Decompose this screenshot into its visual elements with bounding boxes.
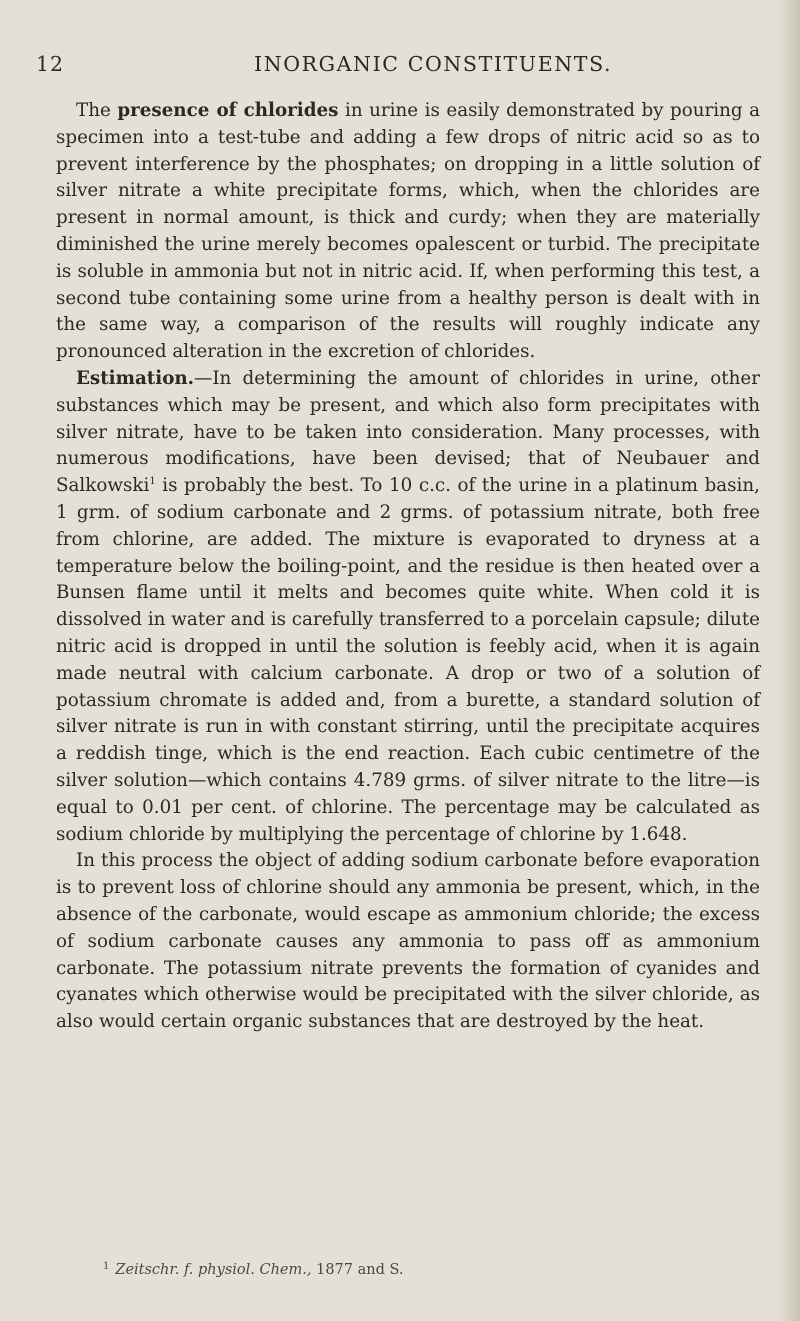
paragraph2-text-a: —In determining the amount of chlorides in urine, other substances which may be present, and which also form precipitates with silver nitrate, have to be taken into consideration. Many processes, with numerous modifications, have been devised; that of Neubauer and Salkowski [56,367,760,497]
page-header [36,52,766,82]
paragraph2-text-b: is probably the best. To 10 c.c. of the urine in a platinum basin, 1 grm. of sodium carbonate and 2 grms. of potassium nitrate, both free from chlorine, are added. The mixture is evaporated to dryness at a temperature below the boiling-point, and the residue is then heated over a Bunsen flame until it melts and becomes quite white. When cold it is dissolved in water and is carefully transferred to a porcelain capsule; dilute nitric acid is dropped in until the solution is feebly acid, when it is again made neutral with calcium carbonate. A drop or two of a solution of potassium chromate is added and, from a burette, a standard solution of silver nitrate is run in with constant stirring, until the precipitate acquires a reddish tinge, which is the end reaction. Each cubic centimetre of the silver solution—which contains 4.789 grms. of silver nitrate to the litre—is equal to 0.01 per cent. of chlorine. The percentage may be calculated as sodium chloride by multiplying the percentage of chlorine by 1.648. [56,475,760,845]
footnote [103,1262,404,1278]
paragraph1-lead: The [76,100,111,121]
running-head: INORGANIC CONSTITUENTS. [254,52,613,76]
footnote-mark: 1 [103,1261,110,1272]
heading-estimation: Estimation. [76,367,195,389]
page-body [56,98,760,1036]
paragraph-estimation [56,366,760,848]
paragraph-chloride-test [56,98,760,366]
paragraph3-text: In this process the object of adding sodium carbonate before evaporation is to prevent loss of chlorine should any ammonia be present, which, in the absence of the carbonate, would escape as ammonium chloride; the excess of sodium carbonate causes any ammonia to pass off as ammonium carbonate. The potassium nitrate prevents the formation of cyanides and cyanates which otherwise would be precipitated with the silver chloride, as also would certain organic substances that are destroyed by the heat. [56,850,760,1033]
footnote-reference: 1 [149,476,156,488]
paragraph-process-explanation [56,848,760,1036]
page-number: 12 [36,52,65,76]
term-presence-of-chlorides: presence of chlorides [117,100,339,121]
paragraph1-text: in urine is easily demonstrated by pouring a specimen into a test-tube and adding a few drops of nitric acid so as to prevent interference by the phosphates; on dropping in a little solution of silver nitrate a white precipitate forms, which, when the chlorides are present in normal amount, is thick and curdy; when they are materially diminished the urine merely becomes opalescent or turbid. The precipitate is soluble in ammonia but not in nitric acid. If, when performing this test, a second tube containing some urine from a healthy person is dealt with in the same way, a comparison of the results will roughly indicate any pronounced alteration in the excretion of chlorides. [56,100,761,363]
footnote-source: Zeitschr. f. physiol. Chem., [115,1262,312,1278]
page-edge-shadow [778,0,800,1321]
footnote-detail: 1877 and S. [311,1262,404,1278]
